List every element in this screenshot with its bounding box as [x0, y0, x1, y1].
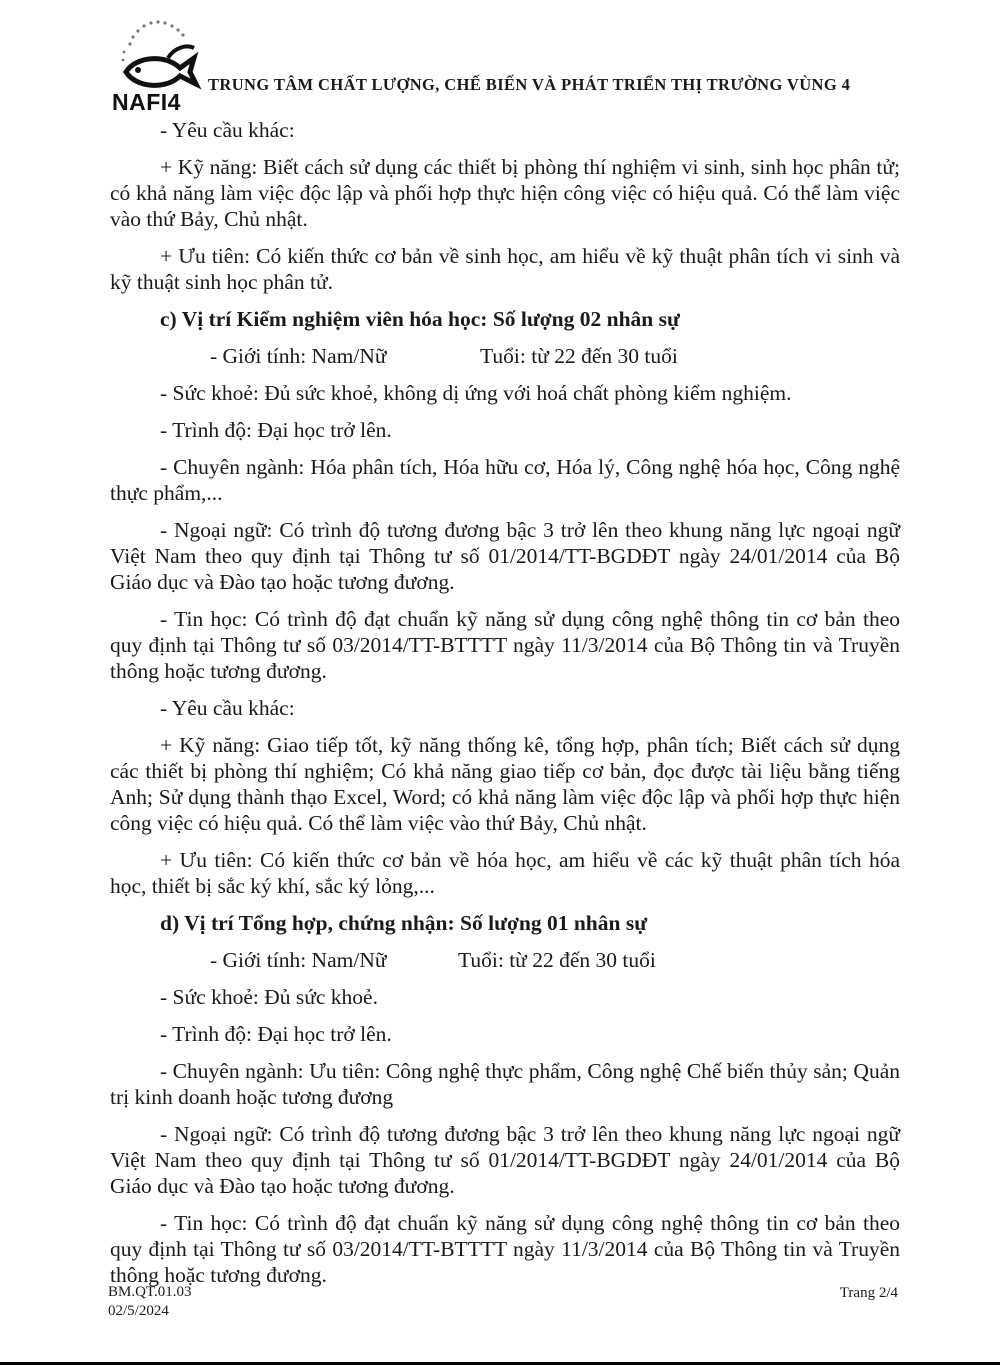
form-date: 02/5/2024: [108, 1303, 169, 1319]
organization-name: TRUNG TÂM CHẤT LƯỢNG, CHẾ BIẾN VÀ PHÁT TRIỂN THỊ TRƯỜNG VÙNG 4: [208, 75, 851, 94]
gender-age-line: [110, 947, 900, 973]
paragraph: - Tin học: Có trình độ đạt chuẩn kỹ năng sử dụng công nghệ thông tin cơ bản theo quy định tại Thông tư số 03/2014/TT-BTTTT ngày 11/3/2014 của Bộ Thông tin và Truyền thông hoặc tương đương.: [110, 1211, 900, 1287]
paragraph: - Ngoại ngữ: Có trình độ tương đương bậc 3 trở lên theo khung năng lực ngoại ngữ Việt Nam theo quy định tại Thông tư số 01/2014/TT-BGDĐT ngày 24/01/2014 của Bộ Giáo dục và Đào tạo hoặc tương đương.: [110, 518, 900, 594]
gender-age-line: [110, 343, 900, 369]
section-heading-d: d) Vị trí Tổng hợp, chứng nhận: Số lượng 01 nhân sự: [160, 911, 648, 935]
gender-text: - Giới tính: Nam/Nữ: [210, 948, 387, 972]
form-code: BM.QT.01.03: [108, 1284, 192, 1300]
paragraph: - Tin học: Có trình độ đạt chuẩn kỹ năng sử dụng công nghệ thông tin cơ bản theo quy định tại Thông tư số 03/2014/TT-BTTTT ngày 11/3/2014 của Bộ Thông tin và Truyền thông hoặc tương đương.: [110, 607, 900, 683]
paragraph: + Kỹ năng: Biết cách sử dụng các thiết bị phòng thí nghiệm vi sinh, sinh học phân tử; có khả năng làm việc độc lập và phối hợp thực hiện công việc có hiệu quả. Có thể làm việc vào thứ Bảy, Chủ nhật.: [110, 155, 900, 231]
paragraph: - Trình độ: Đại học trở lên.: [160, 1022, 392, 1046]
age-text: Tuổi: từ 22 đến 30 tuổi: [458, 948, 656, 972]
nafi4-logo: [108, 18, 208, 113]
paragraph: - Yêu cầu khác:: [160, 118, 295, 142]
section-heading-c: c) Vị trí Kiểm nghiệm viên hóa học: Số lượng 02 nhân sự: [160, 307, 680, 331]
paragraph: - Chuyên ngành: Ưu tiên: Công nghệ thực phẩm, Công nghệ Chế biến thủy sản; Quản trị kinh doanh hoặc tương đương: [110, 1059, 900, 1109]
fish-logo-icon: [108, 18, 208, 98]
paragraph: - Yêu cầu khác:: [160, 696, 295, 720]
logo-text: NAFI4: [112, 89, 181, 115]
footer-form-info: [108, 1283, 191, 1321]
paragraph: - Sức khoẻ: Đủ sức khoẻ.: [160, 985, 378, 1009]
document-body: [110, 115, 900, 1288]
paragraph: + Ưu tiên: Có kiến thức cơ bản về sinh học, am hiểu về kỹ thuật phân tích vi sinh và kỹ thuật sinh học phân tử.: [110, 244, 900, 294]
paragraph: + Kỹ năng: Giao tiếp tốt, kỹ năng thống kê, tổng hợp, phân tích; Biết cách sử dụng các thiết bị phòng thí nghiệm; Có khả năng giao tiếp cơ bản, đọc được tài liệu bằng tiếng Anh; Sử dụng thành thạo Excel, Word; có khả năng làm việc độc lập và phối hợp thực hiện công việc có hiệu quả. Có thể làm việc vào thứ Bảy, Chủ nhật.: [110, 733, 900, 835]
paragraph: + Ưu tiên: Có kiến thức cơ bản về hóa học, am hiểu về các kỹ thuật phân tích hóa học, thiết bị sắc ký khí, sắc ký lỏng,...: [110, 848, 900, 898]
paragraph: - Trình độ: Đại học trở lên.: [160, 418, 392, 442]
page-number: Trang 2/4: [839, 1285, 898, 1301]
gender-text: - Giới tính: Nam/Nữ: [210, 344, 387, 368]
paragraph: - Chuyên ngành: Hóa phân tích, Hóa hữu cơ, Hóa lý, Công nghệ hóa học, Công nghệ thực phẩm,...: [110, 455, 900, 505]
paragraph: - Sức khoẻ: Đủ sức khoẻ, không dị ứng với hoá chất phòng kiểm nghiệm.: [160, 381, 792, 405]
paragraph: - Ngoại ngữ: Có trình độ tương đương bậc 3 trở lên theo khung năng lực ngoại ngữ Việt Nam theo quy định tại Thông tư số 01/2014/TT-BGDĐT ngày 24/01/2014 của Bộ Giáo dục và Đào tạo hoặc tương đương.: [110, 1122, 900, 1198]
age-text: Tuổi: từ 22 đến 30 tuổi: [480, 344, 678, 368]
page-header: [108, 18, 988, 113]
